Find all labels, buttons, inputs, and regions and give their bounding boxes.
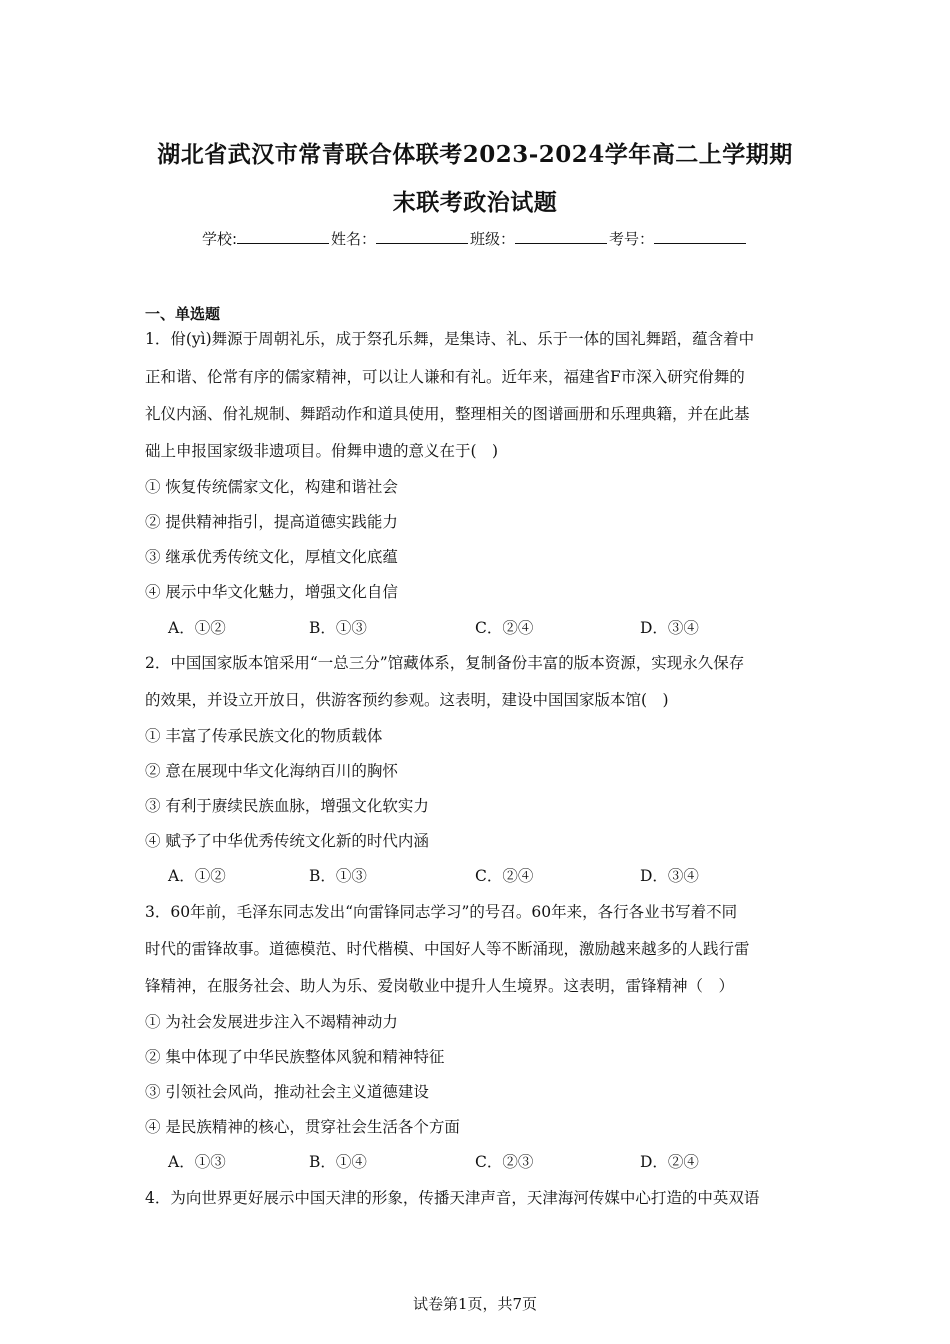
class-blank — [515, 229, 607, 244]
q3-stem-line: 锋精神，在服务社会、助人为乐、爱岗敬业中提升人生境界。这表明，雷锋精神（ ） — [145, 977, 735, 995]
q3-item-2: ② 集中体现了中华民族整体风貌和精神特征 — [145, 1048, 445, 1066]
q2-item-3: ③ 有利于赓续民族血脉，增强文化软实力 — [145, 797, 429, 815]
class-label: 班级： — [470, 230, 516, 248]
q1-option-c: C．②④ — [475, 619, 534, 637]
q1-item-4: ④ 展示中华文化魅力，增强文化自信 — [145, 583, 398, 601]
q3-option-d: D．②④ — [640, 1153, 699, 1171]
school-blank — [237, 229, 329, 244]
q1-option-a: A．①② — [168, 619, 226, 637]
number-label: 考号： — [609, 230, 655, 248]
page-footer: 试卷第1页，共7页 — [412, 1295, 538, 1313]
q1-item-3: ③ 继承优秀传统文化，厚植文化底蕴 — [145, 548, 398, 566]
student-info-row — [0, 228, 950, 249]
q3-option-b: B．①④ — [309, 1153, 367, 1171]
q3-stem-line: 3．60年前，毛泽东同志发出“向雷锋同志学习”的号召。60年来，各行各业书写着不同 — [145, 903, 738, 921]
q2-item-1: ① 丰富了传承民族文化的物质载体 — [145, 727, 383, 745]
exam-title-line1: 湖北省武汉市常青联合体联考2023-2024学年高二上学期期 — [157, 141, 793, 168]
q2-item-4: ④ 赋予了中华优秀传统文化新的时代内涵 — [145, 832, 429, 850]
q3-option-a: A．①③ — [168, 1153, 226, 1171]
q3-item-4: ④ 是民族精神的核心，贯穿社会生活各个方面 — [145, 1118, 460, 1136]
q3-option-c: C．②③ — [475, 1153, 534, 1171]
q2-option-a: A．①② — [168, 867, 226, 885]
q1-stem-line: 1．佾(yì)舞源于周朝礼乐，成于祭孔乐舞，是集诗、礼、乐于一体的国礼舞蹈，蕴含着中 — [145, 330, 755, 348]
section-heading: 一、单选题 — [145, 305, 221, 323]
number-blank — [654, 229, 746, 244]
q2-option-b: B．①③ — [309, 867, 367, 885]
q2-item-2: ② 意在展现中华文化海纳百川的胸怀 — [145, 762, 398, 780]
q1-stem-line: 正和谐、伦常有序的儒家精神，可以让人谦和有礼。近年来，福建省F市深入研究佾舞的 — [145, 368, 745, 386]
q2-option-c: C．②④ — [475, 867, 534, 885]
exam-title-line2: 末联考政治试题 — [392, 189, 558, 216]
name-label: 姓名： — [331, 230, 377, 248]
q1-stem-line: 礼仪内涵、佾礼规制、舞蹈动作和道具使用，整理相关的图谱画册和乐理典籍，并在此基 — [145, 405, 750, 423]
q2-options — [168, 864, 808, 886]
q1-option-b: B．①③ — [309, 619, 367, 637]
q2-stem-line: 的效果，并设立开放日，供游客预约参观。这表明，建设中国国家版本馆( ) — [145, 691, 669, 709]
q1-item-2: ② 提供精神指引，提高道德实践能力 — [145, 513, 398, 531]
q2-stem-line: 2．中国国家版本馆采用“一总三分”馆藏体系，复制备份丰富的版本资源，实现永久保存 — [145, 654, 745, 672]
q1-item-1: ① 恢复传统儒家文化，构建和谐社会 — [145, 478, 398, 496]
q4-stem-line: 4．为向世界更好展示中国天津的形象，传播天津声音，天津海河传媒中心打造的中英双语 — [145, 1189, 760, 1207]
q1-options — [168, 616, 808, 638]
q3-stem-line: 时代的雷锋故事。道德模范、时代楷模、中国好人等不断涌现，激励越来越多的人践行雷 — [145, 940, 750, 958]
q1-stem-line: 础上申报国家级非遗项目。佾舞申遗的意义在于( ) — [145, 442, 499, 460]
q3-item-3: ③ 引领社会风尚，推动社会主义道德建设 — [145, 1083, 429, 1101]
q3-item-1: ① 为社会发展进步注入不竭精神动力 — [145, 1013, 398, 1031]
name-blank — [376, 229, 468, 244]
school-label: 学校: — [201, 230, 237, 248]
q2-option-d: D．③④ — [640, 867, 699, 885]
q3-options — [168, 1150, 808, 1172]
q1-option-d: D．③④ — [640, 619, 699, 637]
